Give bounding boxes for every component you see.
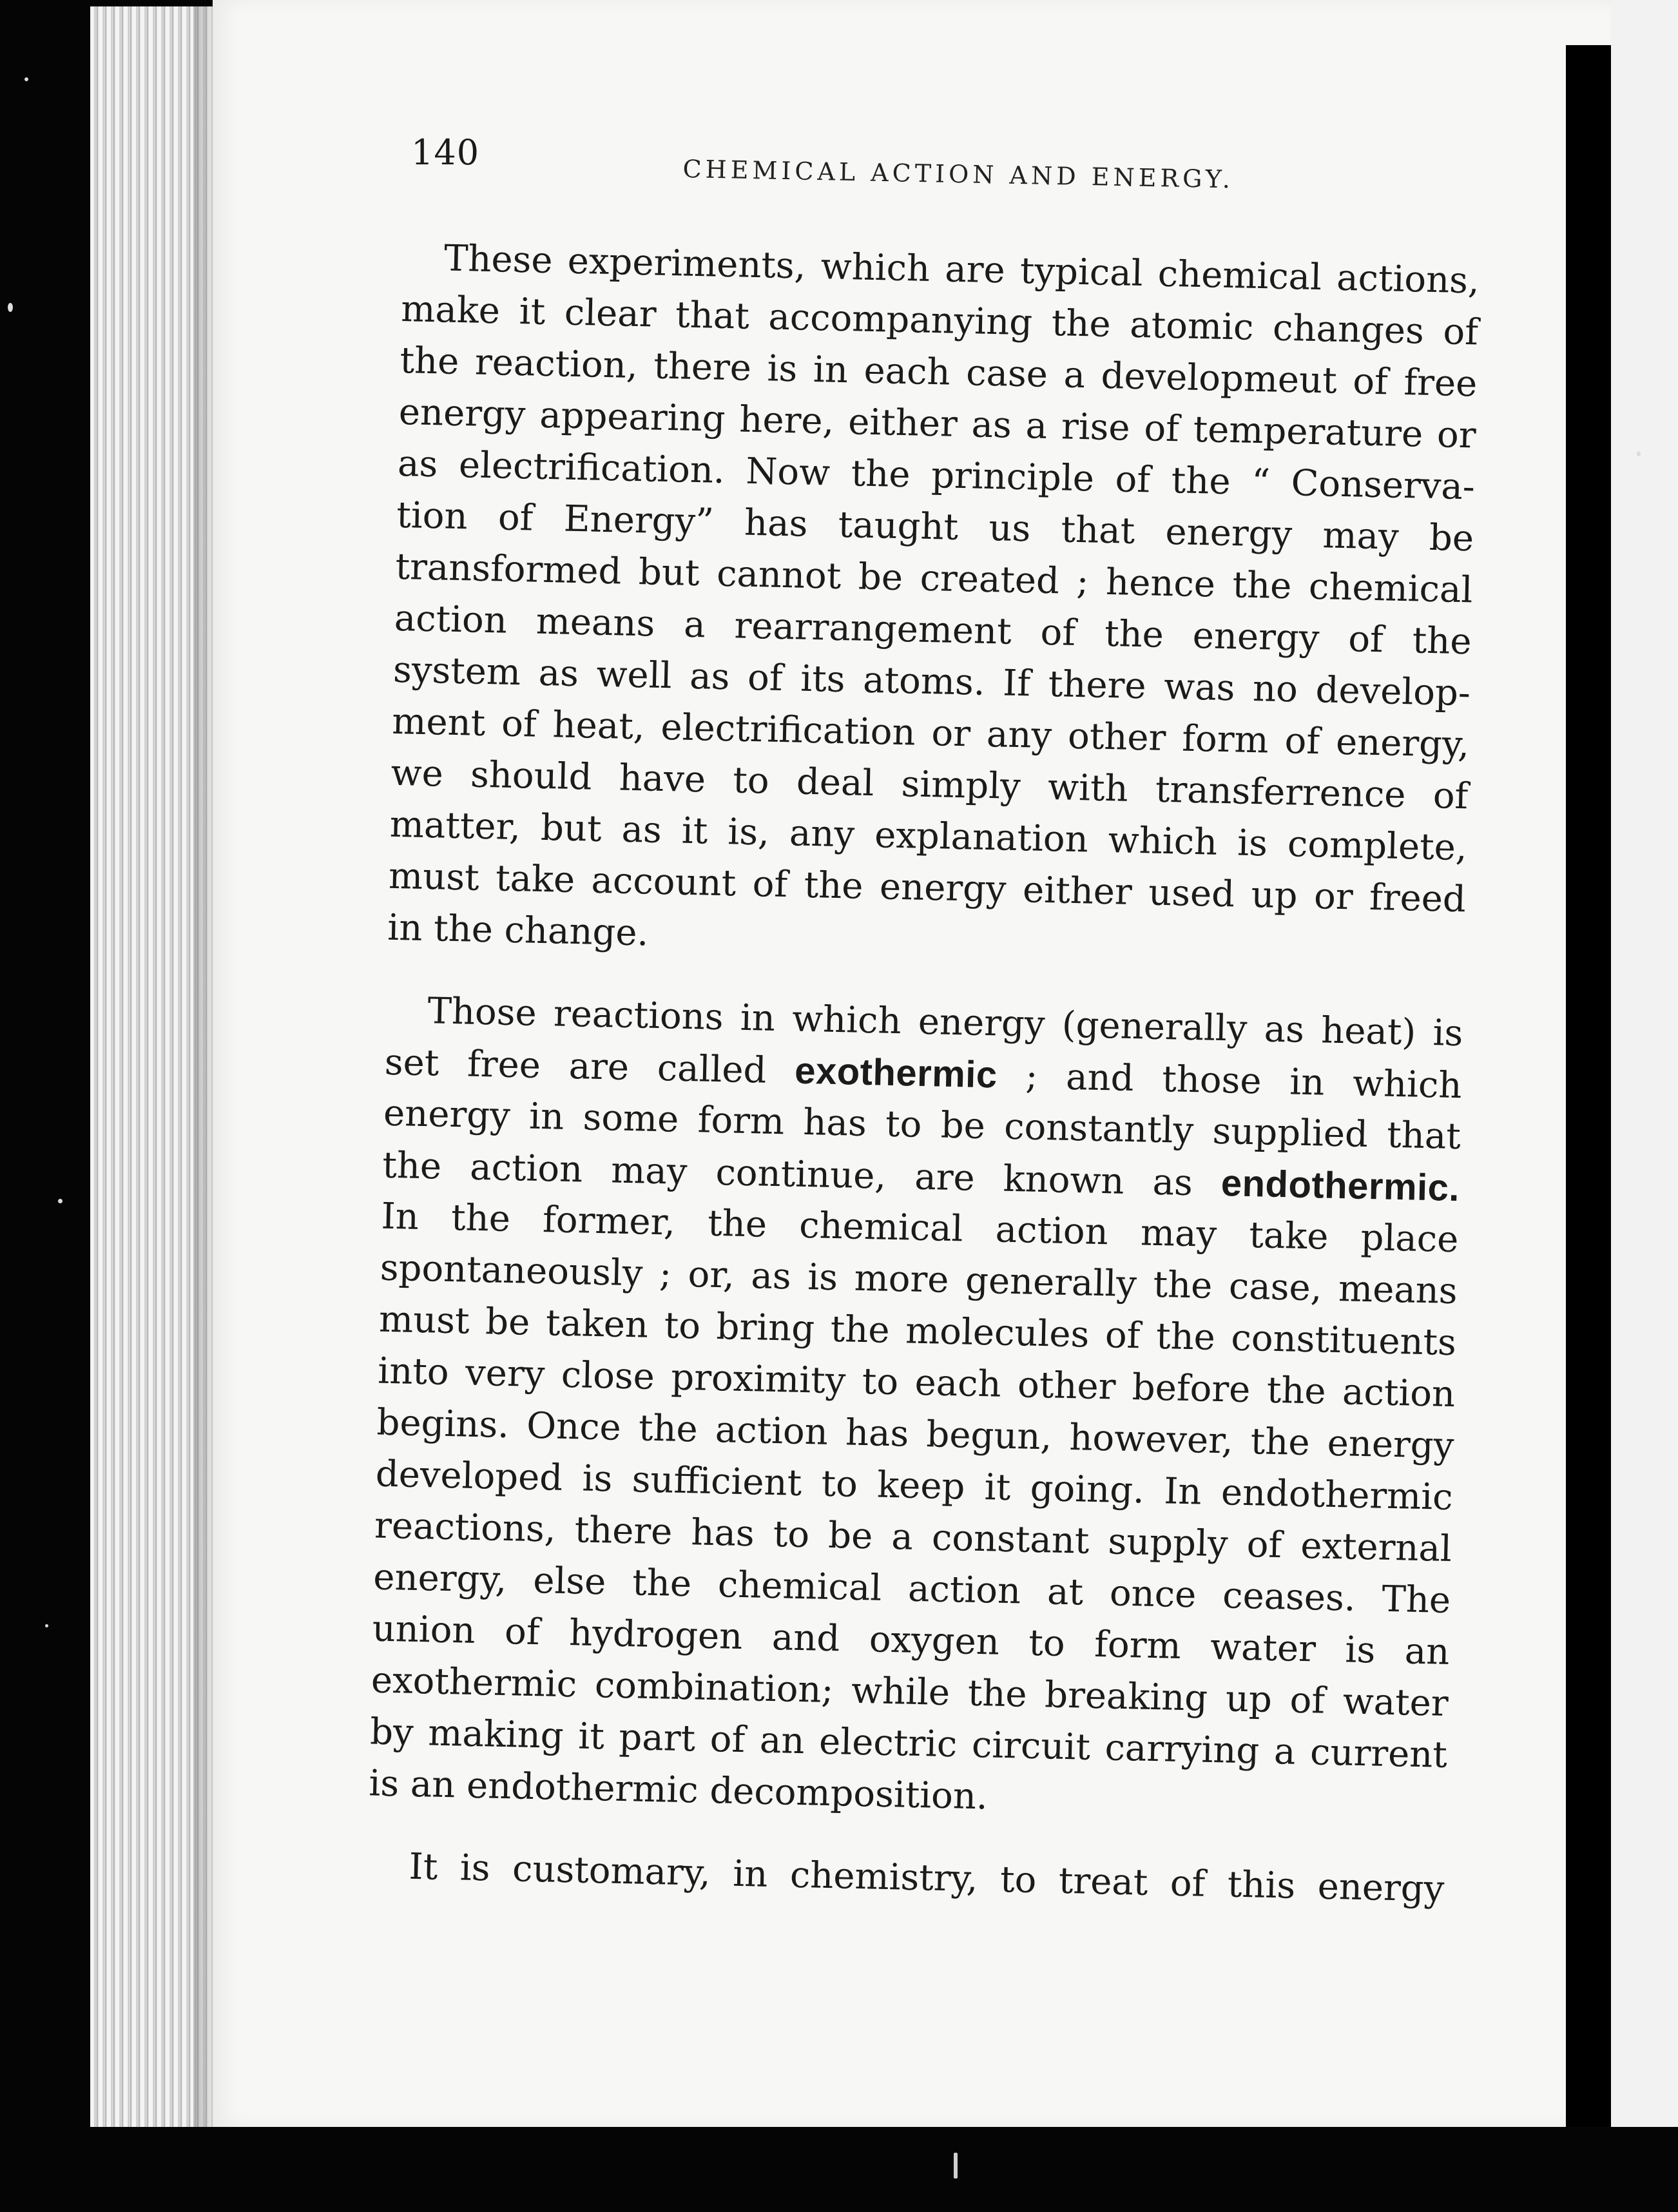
text-line: union of hydrogen and oxygen to form water is an	[372, 1607, 1451, 1673]
facing-page-shadow	[1566, 45, 1611, 2128]
text-line: action means a rearrangement of the energy of the	[394, 597, 1472, 663]
text-line: we should have to deal simply with transferrence of	[390, 752, 1469, 818]
text-line: energy in some form has to be constantly supplied that	[383, 1092, 1461, 1158]
text-fragment: ; and those in which	[996, 1054, 1463, 1107]
paragraph-1	[387, 232, 1480, 977]
term-endothermic: endothermic.	[1220, 1162, 1460, 1210]
text-line: the reaction, there is in each case a developmeut of free	[399, 339, 1478, 405]
text-line: in the change.	[387, 906, 650, 955]
text-line: matter, but as it is, any explanation which is complete,	[389, 803, 1468, 869]
text-line: reactions, there has to be a constant supply of external	[374, 1504, 1452, 1570]
text-fragment: the action may continue, are known as	[381, 1144, 1222, 1205]
page-number: 140	[411, 132, 480, 173]
text-line: by making it part of an electric circuit carrying a current	[369, 1711, 1448, 1776]
text-line: tion of Energy” has taught us that energy may be	[396, 494, 1474, 560]
text-line: must take account of the energy either used up or freed	[388, 855, 1467, 921]
text-line: as electrification. Now the principle of the “ Conserva-	[397, 442, 1476, 509]
paragraph-2	[369, 985, 1464, 1833]
text-line: developed is sufficient to keep it going. In endothermic	[375, 1453, 1454, 1519]
term-exothermic: exothermic	[794, 1049, 998, 1096]
text-line: It is customary, in chemistry, to treat of this energy	[408, 1845, 1445, 1910]
text-line: In the former, the chemical action may take place	[380, 1195, 1459, 1261]
text-line: must be taken to bring the molecules of the constituents	[378, 1298, 1457, 1364]
text-line: make it clear that accompanying the atomic changes of	[400, 287, 1479, 354]
text-line: Those reactions in which energy (generally as heat) is	[427, 990, 1463, 1055]
text-line: These experiments, which are typical chemical actions,	[443, 237, 1480, 302]
running-head: CHEMICAL ACTION AND ENERGY.	[682, 155, 1235, 194]
facing-page-edge	[1611, 0, 1678, 2212]
body-text	[367, 232, 1480, 1916]
text-line: into very close proximity to each other before the action	[377, 1350, 1456, 1416]
text-line: is an endothermic decomposition.	[368, 1762, 988, 1818]
text-line: transformed but cannot be created ; hence the chemical	[394, 545, 1473, 612]
text-line: exothermic combination; while the breaking up of water	[371, 1659, 1449, 1725]
text-fragment: set free are called	[384, 1041, 795, 1092]
scan-bottom-border	[0, 2127, 1678, 2212]
text-line: energy, else the chemical action at once ceases. The	[372, 1556, 1451, 1622]
text-line: begins. Once the action has begun, however, the energy	[376, 1401, 1455, 1468]
text-line: spontaneously ; or, as is more generally the case, means	[380, 1247, 1458, 1313]
text-line: energy appearing here, either as a rise of temperature or	[398, 391, 1477, 457]
text-line: ment of heat, electrification or any other form of energy,	[391, 700, 1470, 766]
text-line: system as well as of its atoms. If there was no develop-	[392, 648, 1471, 715]
